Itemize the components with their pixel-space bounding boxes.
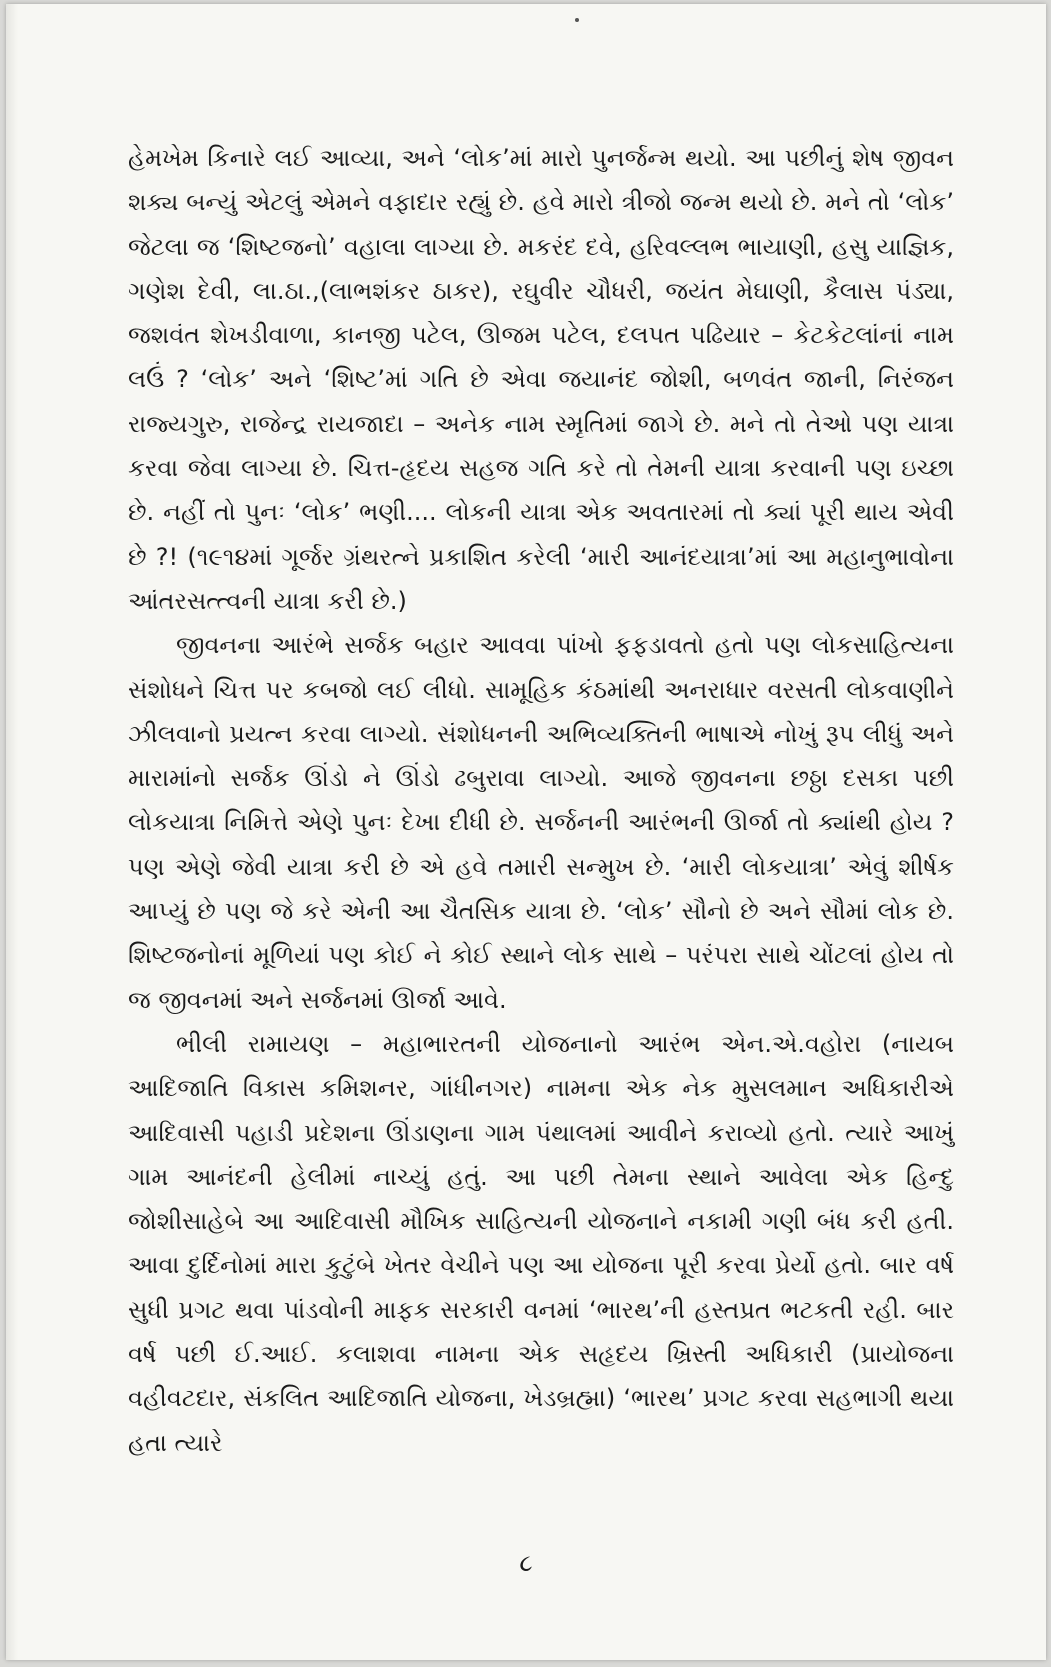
body-text [128, 136, 954, 1465]
paragraph-3: ભીલી રામાયણ – મહાભારતની યોજનાનો આરંભ એન.એ.વહોરા (નાયબ આદિજાતિ વિકાસ કમિશનર, ગાંધીનગર) નામના એક નેક મુસલમાન અધિકારીએ આદિવાસી પહાડી પ્રદેશના ઊંડાણના ગામ પંથાલમાં આવીને કરાવ્યો હતો. ત્યારે આખું ગામ આનંદની હેલીમાં નાચ્યું હતું. આ પછી તેમના સ્થાને આવેલા એક હિન્દુ જોશીસાહેબે આ આદિવાસી મૌખિક સાહિત્યની યોજનાને નકામી ગણી બંધ કરી હતી. આવા દુર્દિનોમાં મારા કુટુંબે ખેતર વેચીને પણ આ યોજના પૂરી કરવા પ્રેર્યો હતો. બાર વર્ષ સુધી પ્રગટ થવા પાંડવોની માફક સરકારી વનમાં ‘ભારથ’ની હસ્તપ્રત ભટકતી રહી. બાર વર્ષ પછી ઈ.આઈ. કલાશવા નામના એક સહૃદય ખ્રિસ્તી અધિકારી (પ્રાયોજના વહીવટદાર, સંકલિત આદિજાતિ યોજના, ખેડબ્રહ્મા) ‘ભારથ’ પ્રગટ કરવા સહભાગી થયા હતા ત્યારે [128, 1029, 954, 1457]
paragraph-1: હેમખેમ કિનારે લઈ આવ્યા, અને ‘લોક’માં મારો પુનર્જન્મ થયો. આ પછીનું શેષ જીવન શક્ય બન્યું એટલું એમને વફાદાર રહ્યું છે. હવે મારો ત્રીજો જન્મ થયો છે. મને તો ‘લોક’ જેટલા જ ‘શિષ્ટજનો’ વહાલા લાગ્યા છે. મકરંદ દવે, હરિવલ્લભ ભાયાણી, હસુ યાજ્ઞિક, ગણેશ દેવી, લા.ઠા.,(લાભશંકર ઠાકર), રઘુવીર ચૌધરી, જયંત મેઘાણી, કૈલાસ પંડ્યા, જશવંત શેખડીવાળા, કાનજી પટેલ, ઊજમ પટેલ, દલપત પઢિયાર – કેટકેટલાંનાં નામ લઉં ? ‘લોક’ અને ‘શિષ્ટ’માં ગતિ છે એવા જયાનંદ જોશી, બળવંત જાની, નિરંજન રાજ્યગુરુ, રાજેન્દ્ર રાયજાદા – અનેક નામ સ્મૃતિમાં જાગે છે. મને તો તેઓ પણ યાત્રા કરવા જેવા લાગ્યા છે. ચિત્ત-હૃદય સહજ ગતિ કરે તો તેમની યાત્રા કરવાની પણ ઇચ્છા છે. નહીં તો પુનઃ ‘લોક’ ભણી.... લોકની યાત્રા એક અવતારમાં તો ક્યાં પૂરી થાય એવી છે ?! (૧૯૧૪માં ગૂર્જર ગ્રંથરત્ને પ્રકાશિત કરેલી ‘મારી આનંદયાત્રા’માં આ મહાનુભાવોના આંતરસત્ત્વની યાત્રા કરી છે.) [128, 144, 954, 615]
book-page [6, 4, 1046, 1660]
ink-speck [575, 18, 579, 22]
page-binding-edge [6, 4, 18, 1660]
page-number: ૮ [519, 1549, 533, 1577]
paragraph-2: જીવનના આરંભે સર્જક બહાર આવવા પાંખો ફફડાવતો હતો પણ લોકસાહિત્યના સંશોધને ચિત્ત પર કબજો લઈ લીધો. સામૂહિક કંઠમાંથી અનરાધાર વરસતી લોકવાણીને ઝીલવાનો પ્રયત્ન કરવા લાગ્યો. સંશોધનની અભિવ્યક્તિની ભાષાએ નોખું રૂપ લીધું અને મારામાંનો સર્જક ઊંડો ને ઊંડો ઢબુરાવા લાગ્યો. આજે જીવનના છઠ્ઠા દસકા પછી લોકયાત્રા નિમિત્તે એણે પુનઃ દેખા દીધી છે. સર્જનની આરંભની ઊર્જા તો ક્યાંથી હોય ? પણ એણે જેવી યાત્રા કરી છે એ હવે તમારી સન્મુખ છે. ‘મારી લોકયાત્રા’ એવું શીર્ષક આપ્યું છે પણ જે કરે એની આ ચૈતસિક યાત્રા છે. ‘લોક’ સૌનો છે અને સૌમાં લોક છે. શિષ્ટજનોનાં મૂળિયાં પણ કોઈ ને કોઈ સ્થાને લોક સાથે – પરંપરા સાથે ચોંટલાં હોય તો જ જીવનમાં અને સર્જનમાં ઊર્જા આવે. [128, 631, 954, 1014]
